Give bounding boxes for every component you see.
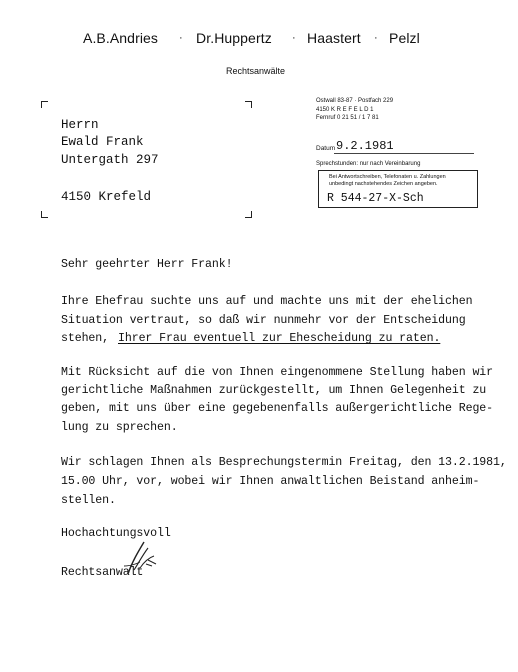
name-separator: · xyxy=(292,32,296,44)
paragraph-1-underlined-text: Ihrer Frau eventuell zur Ehescheidung zu raten. xyxy=(118,332,441,345)
paragraph-3-line: Wir schlagen Ihnen als Besprechungstermin Freitag, den 13.2.1981, xyxy=(61,456,507,469)
address-window-mark xyxy=(41,211,48,218)
reference-box xyxy=(318,170,478,208)
recipient-city: 4150 Krefeld xyxy=(61,190,152,204)
reference-note-line1: Bei Antwortschreiben, Telefonaten u. Zahlungen xyxy=(329,174,446,180)
sender-phone: Fernruf 0 21 51 / 1 7 81 xyxy=(316,115,379,121)
paragraph-2-line: gerichtliche Maßnahmen zurückgestellt, um Ihnen Gelegenheit zu xyxy=(61,384,487,397)
address-window-mark xyxy=(245,101,252,108)
paragraph-2-line: geben, mit uns über eine gegebenenfalls außergerichtliche Rege- xyxy=(61,402,494,415)
firm-subtitle: Rechtsanwälte xyxy=(226,66,286,76)
partner-name-1: A.B.Andries xyxy=(83,30,159,46)
closing: Hochachtungsvoll xyxy=(61,527,171,540)
signatory: Rechtsanwalt xyxy=(61,566,144,579)
greeting: Sehr geehrter Herr Frank! xyxy=(61,258,233,271)
paragraph-2-line: lung zu sprechen. xyxy=(61,421,178,434)
name-separator: · xyxy=(374,32,378,44)
name-separator: · xyxy=(179,32,183,44)
partner-name-4: Pelzl xyxy=(389,30,420,46)
recipient-salutation: Herrn xyxy=(61,118,99,132)
partner-name-3: Haastert xyxy=(307,30,361,46)
recipient-street: Untergath 297 xyxy=(61,153,159,167)
recipient-name: Ewald Frank xyxy=(61,135,144,149)
paragraph-3-line: 15.00 Uhr, vor, wobei wir Ihnen anwaltlichen Beistand anheim- xyxy=(61,475,480,488)
date-value: 9.2.1981 xyxy=(336,139,394,153)
partner-name-2: Dr.Huppertz xyxy=(196,30,272,46)
sender-city: 4150 K R E F E L D 1 xyxy=(316,107,374,113)
address-window-mark xyxy=(245,211,252,218)
reference-note-line2: unbedingt nachstehendes Zeichen angeben. xyxy=(329,181,438,187)
handwritten-signature xyxy=(118,540,162,576)
office-hours: Sprechstunden: nur nach Vereinbarung xyxy=(316,161,421,167)
paragraph-3-line: stellen. xyxy=(61,494,116,507)
reference-value: R 544-27-X-Sch xyxy=(327,192,424,205)
address-window-mark xyxy=(41,101,48,108)
date-underline xyxy=(334,153,474,154)
paragraph-2-line: Mit Rücksicht auf die von Ihnen eingenommene Stellung haben wir xyxy=(61,366,494,379)
date-label: Datum xyxy=(316,145,336,152)
paragraph-1-line: Situation vertraut, so daß wir nunmehr vor der Entscheidung xyxy=(61,314,466,327)
paragraph-1-line: stehen, xyxy=(61,332,110,345)
sender-street: Ostwall 83-87 · Postfach 229 xyxy=(316,98,394,104)
letterhead xyxy=(0,0,518,80)
paragraph-1-line: Ihre Ehefrau suchte uns auf und machte uns mit der ehelichen xyxy=(61,295,473,308)
